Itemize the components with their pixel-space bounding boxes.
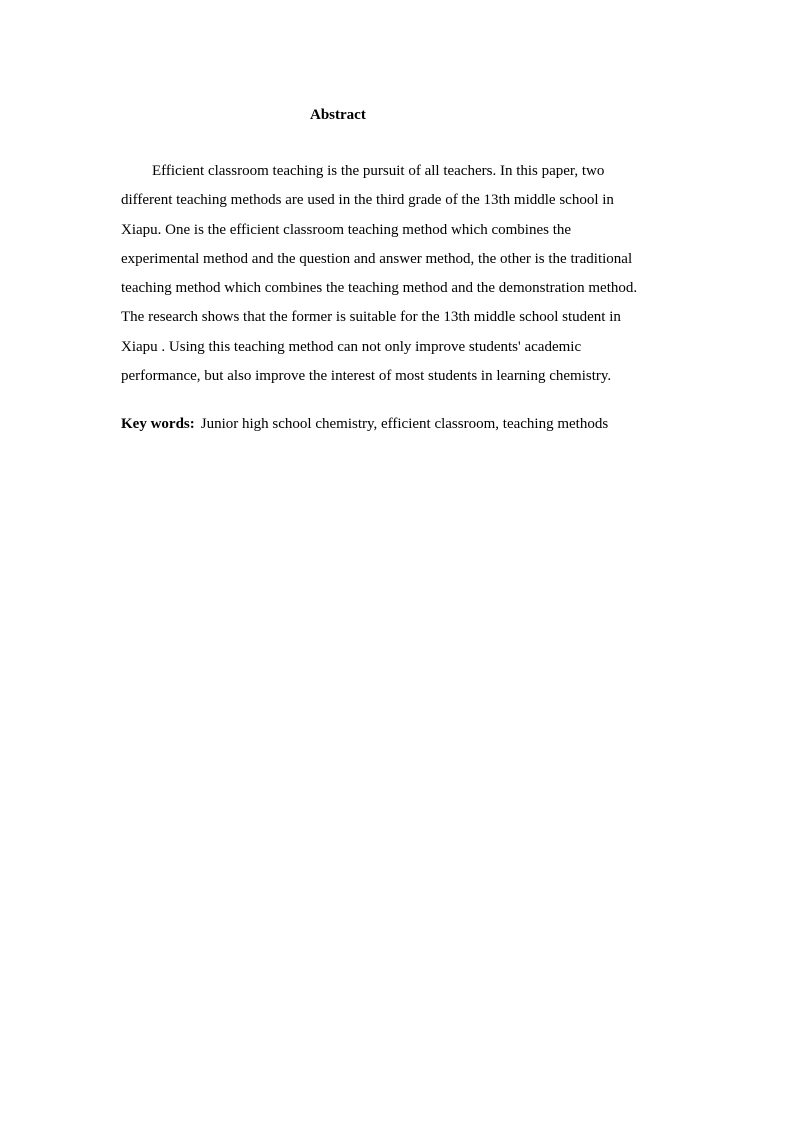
abstract-line: Xiapu . Using this teaching method can not only improve students' academic bbox=[121, 338, 582, 355]
keywords-label: Key words: bbox=[121, 416, 195, 432]
abstract-line: different teaching methods are used in the third grade of the 13th middle school in bbox=[121, 192, 614, 209]
abstract-heading: Abstract bbox=[310, 107, 366, 123]
abstract-body bbox=[121, 157, 681, 391]
abstract-line: Xiapu. One is the efficient classroom teaching method which combines the bbox=[121, 221, 572, 238]
keywords-text: Junior high school chemistry, efficient classroom, teaching methods bbox=[200, 416, 609, 432]
abstract-line: teaching method which combines the teaching method and the demonstration method. bbox=[121, 280, 638, 297]
abstract-line: The research shows that the former is suitable for the 13th middle school student in bbox=[121, 309, 621, 326]
abstract-line: performance, but also improve the interest of most students in learning chemistry. bbox=[121, 368, 612, 385]
abstract-line: experimental method and the question and answer method, the other is the traditional bbox=[121, 250, 633, 267]
keywords-line bbox=[121, 414, 608, 434]
abstract-line: Efficient classroom teaching is the pursuit of all teachers. In this paper, two bbox=[152, 163, 605, 179]
